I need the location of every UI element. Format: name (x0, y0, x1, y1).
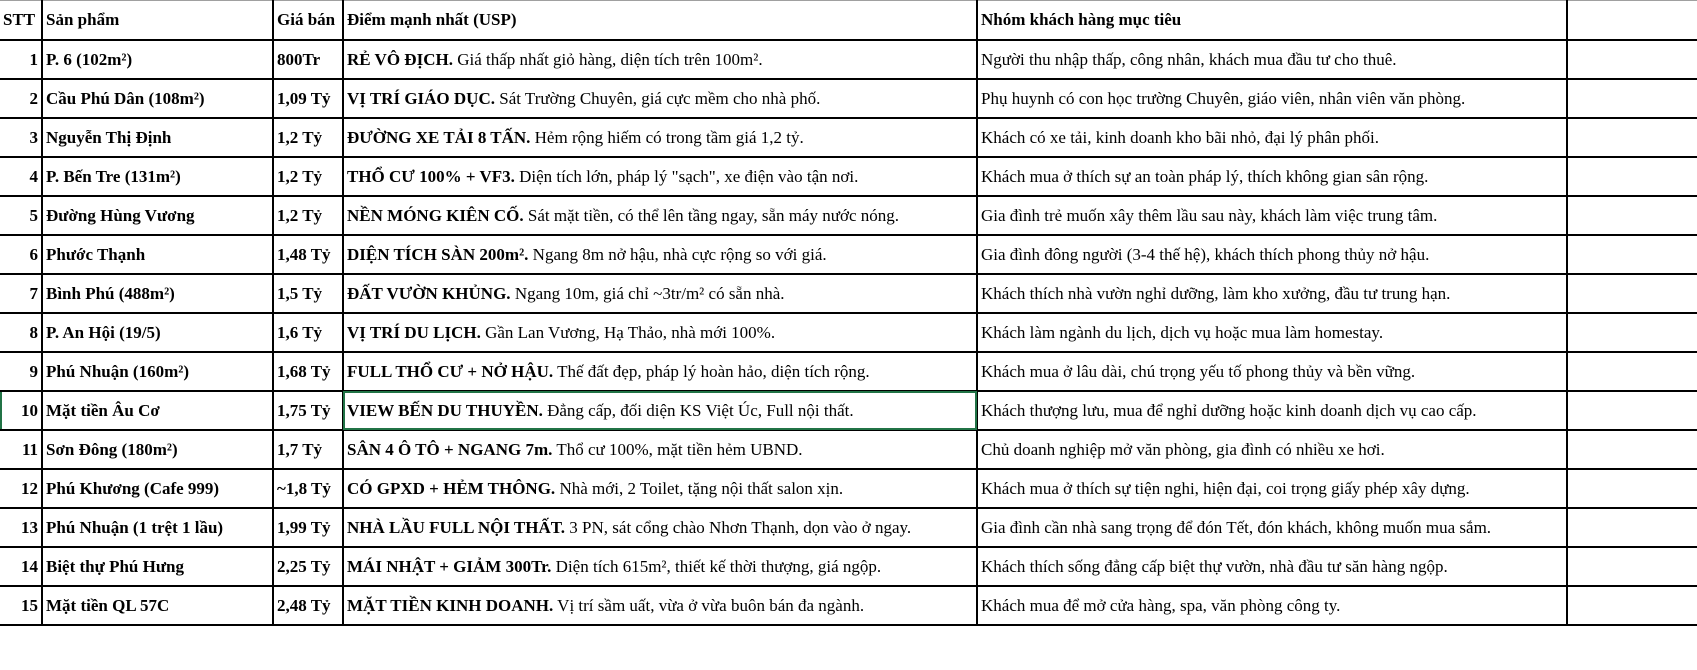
usp-headline: VỊ TRÍ GIÁO DỤC. (347, 88, 495, 108)
product-cell[interactable]: Mặt tiền QL 57C (42, 586, 273, 625)
usp-detail: Giá thấp nhất giỏ hàng, diện tích trên 100m². (452, 49, 763, 69)
empty-cell[interactable] (1567, 586, 1697, 625)
stt-cell[interactable]: 15 (0, 586, 42, 625)
target-cell[interactable]: Khách thượng lưu, mua để nghỉ dưỡng hoặc kinh doanh dịch vụ cao cấp. (977, 391, 1567, 430)
empty-cell[interactable] (1567, 40, 1697, 79)
empty-cell[interactable] (1567, 313, 1697, 352)
product-cell[interactable]: Nguyễn Thị Định (42, 118, 273, 157)
stt-cell[interactable]: 2 (0, 79, 42, 118)
target-cell[interactable]: Phụ huynh có con học trường Chuyên, giáo viên, nhân viên văn phòng. (977, 79, 1567, 118)
usp-headline: THỔ CƯ 100% + VF3. (347, 166, 515, 186)
table-row (0, 469, 1697, 508)
price-cell[interactable]: 1,99 Tỷ (273, 508, 343, 547)
product-cell[interactable]: P. An Hội (19/5) (42, 313, 273, 352)
product-cell[interactable]: Bình Phú (488m²) (42, 274, 273, 313)
price-cell[interactable]: 1,48 Tỷ (273, 235, 343, 274)
table-row (0, 196, 1697, 235)
stt-cell[interactable]: 8 (0, 313, 42, 352)
usp-cell[interactable] (343, 586, 977, 625)
stt-cell[interactable]: 10 (0, 391, 42, 430)
usp-detail: Gần Lan Vương, Hạ Thảo, nhà mới 100%. (480, 322, 776, 342)
usp-detail: 3 PN, sát cổng chào Nhơn Thạnh, dọn vào ở ngay. (565, 517, 912, 537)
stt-cell[interactable]: 9 (0, 352, 42, 391)
price-cell[interactable]: 1,2 Tỷ (273, 196, 343, 235)
stt-cell[interactable]: 5 (0, 196, 42, 235)
target-cell[interactable]: Người thu nhập thấp, công nhân, khách mua đầu tư cho thuê. (977, 40, 1567, 79)
usp-headline: VIEW BẾN DU THUYỀN. (347, 400, 543, 420)
usp-detail: Diện tích 615m², thiết kế thời thượng, giá ngộp. (551, 556, 882, 576)
usp-headline: ĐƯỜNG XE TẢI 8 TẤN. (347, 127, 531, 147)
stt-cell[interactable]: 14 (0, 547, 42, 586)
usp-cell[interactable] (343, 157, 977, 196)
empty-cell[interactable] (1567, 469, 1697, 508)
empty-cell[interactable] (1567, 430, 1697, 469)
table-row (0, 274, 1697, 313)
usp-cell[interactable] (343, 235, 977, 274)
table-row (0, 79, 1697, 118)
usp-detail: Hẻm rộng hiếm có trong tầm giá 1,2 tỷ. (530, 127, 804, 147)
usp-cell[interactable] (343, 547, 977, 586)
target-cell[interactable]: Gia đình trẻ muốn xây thêm lầu sau này, khách làm việc trung tâm. (977, 196, 1567, 235)
usp-headline: RẺ VÔ ĐỊCH. (347, 49, 453, 69)
usp-cell[interactable] (343, 79, 977, 118)
table-row (0, 547, 1697, 586)
table-row (0, 313, 1697, 352)
usp-detail: Thổ cư 100%, mặt tiền hẻm UBND. (552, 439, 803, 459)
header-target[interactable]: Nhóm khách hàng mục tiêu (977, 1, 1567, 41)
usp-detail: Thế đất đẹp, pháp lý hoàn hảo, diện tích rộng. (553, 361, 870, 381)
usp-headline: MÁI NHẬT + GIẢM 300Tr. (347, 556, 552, 576)
empty-cell[interactable] (1567, 1, 1697, 41)
product-cell[interactable]: Biệt thự Phú Hưng (42, 547, 273, 586)
header-usp[interactable]: Điểm mạnh nhất (USP) (343, 1, 977, 41)
product-cell[interactable]: P. 6 (102m²) (42, 40, 273, 79)
product-cell[interactable]: Sơn Đông (180m²) (42, 430, 273, 469)
usp-detail: Đẳng cấp, đối diện KS Việt Úc, Full nội thất. (542, 400, 854, 420)
target-cell[interactable]: Chủ doanh nghiệp mở văn phòng, gia đình có nhiều xe hơi. (977, 430, 1567, 469)
usp-detail: Sát mặt tiền, có thể lên tầng ngay, sẵn máy nước nóng. (523, 205, 900, 225)
usp-cell[interactable] (343, 313, 977, 352)
usp-headline: NHÀ LẦU FULL NỘI THẤT. (347, 517, 566, 537)
empty-cell[interactable] (1567, 157, 1697, 196)
price-cell[interactable]: 2,48 Tỷ (273, 586, 343, 625)
usp-headline: VỊ TRÍ DU LỊCH. (347, 322, 481, 342)
product-cell[interactable]: Phú Nhuận (1 trệt 1 lầu) (42, 508, 273, 547)
table-row (0, 430, 1697, 469)
price-cell[interactable]: 800Tr (273, 40, 343, 79)
usp-headline: NỀN MÓNG KIÊN CỐ. (347, 205, 524, 225)
target-cell[interactable]: Khách làm ngành du lịch, dịch vụ hoặc mua làm homestay. (977, 313, 1567, 352)
table-row (0, 40, 1697, 79)
price-cell[interactable]: 1,2 Tỷ (273, 157, 343, 196)
empty-cell[interactable] (1567, 352, 1697, 391)
empty-cell[interactable] (1567, 235, 1697, 274)
target-cell[interactable]: Gia đình đông người (3-4 thế hệ), khách thích phong thủy nở hậu. (977, 235, 1567, 274)
target-cell[interactable]: Khách mua ở thích sự an toàn pháp lý, thích không gian sân rộng. (977, 157, 1567, 196)
price-cell[interactable]: ~1,8 Tỷ (273, 469, 343, 508)
price-cell[interactable]: 1,5 Tỷ (273, 274, 343, 313)
product-cell[interactable]: Mặt tiền Âu Cơ (42, 391, 273, 430)
price-cell[interactable]: 1,2 Tỷ (273, 118, 343, 157)
usp-cell[interactable] (343, 40, 977, 79)
target-cell[interactable]: Khách mua ở thích sự tiện nghi, hiện đại, coi trọng giấy phép xây dựng. (977, 469, 1567, 508)
table-row (0, 157, 1697, 196)
usp-detail: Nhà mới, 2 Toilet, tặng nội thất salon xịn. (555, 478, 844, 498)
usp-headline: FULL THỔ CƯ + NỞ HẬU. (347, 361, 554, 381)
table-row (0, 508, 1697, 547)
usp-headline: DIỆN TÍCH SÀN 200m². (347, 244, 529, 264)
target-cell[interactable]: Gia đình cần nhà sang trọng để đón Tết, đón khách, không muốn mua sắm. (977, 508, 1567, 547)
stt-cell[interactable]: 12 (0, 469, 42, 508)
usp-detail: Ngang 8m nở hậu, nhà cực rộng so với giá. (528, 244, 827, 264)
table-row (0, 352, 1697, 391)
usp-cell[interactable] (343, 469, 977, 508)
target-cell[interactable]: Khách mua ở lâu dài, chú trọng yếu tố phong thủy và bền vững. (977, 352, 1567, 391)
usp-headline: MẶT TIỀN KINH DOANH. (347, 595, 554, 615)
stt-cell[interactable]: 11 (0, 430, 42, 469)
stt-cell[interactable]: 1 (0, 40, 42, 79)
target-cell[interactable]: Khách có xe tải, kinh doanh kho bãi nhỏ, đại lý phân phối. (977, 118, 1567, 157)
price-cell[interactable]: 1,68 Tỷ (273, 352, 343, 391)
product-cell[interactable]: P. Bến Tre (131m²) (42, 157, 273, 196)
product-cell[interactable]: Phú Nhuận (160m²) (42, 352, 273, 391)
table-row (0, 235, 1697, 274)
usp-cell[interactable] (343, 118, 977, 157)
stt-cell[interactable]: 6 (0, 235, 42, 274)
stt-cell[interactable]: 13 (0, 508, 42, 547)
product-cell[interactable]: Phước Thạnh (42, 235, 273, 274)
usp-headline: SÂN 4 Ô TÔ + NGANG 7m. (347, 439, 553, 459)
usp-cell[interactable] (343, 196, 977, 235)
price-cell[interactable]: 1,7 Tỷ (273, 430, 343, 469)
product-cell[interactable]: Phú Khương (Cafe 999) (42, 469, 273, 508)
empty-cell[interactable] (1567, 274, 1697, 313)
price-cell[interactable]: 2,25 Tỷ (273, 547, 343, 586)
usp-headline: ĐẤT VƯỜN KHỦNG. (347, 283, 511, 303)
usp-cell[interactable] (343, 508, 977, 547)
target-cell[interactable]: Khách mua để mở cửa hàng, spa, văn phòng công ty. (977, 586, 1567, 625)
target-cell[interactable]: Khách thích sống đẳng cấp biệt thự vườn, nhà đầu tư săn hàng ngộp. (977, 547, 1567, 586)
header-price[interactable]: Giá bán (273, 1, 343, 41)
stt-cell[interactable]: 7 (0, 274, 42, 313)
usp-detail: Vị trí sầm uất, vừa ở vừa buôn bán đa ngành. (553, 595, 865, 615)
empty-cell[interactable] (1567, 508, 1697, 547)
header-product[interactable]: Sản phẩm (42, 1, 273, 41)
usp-detail: Ngang 10m, giá chỉ ~3tr/m² có sẵn nhà. (510, 283, 785, 303)
usp-cell[interactable] (343, 430, 977, 469)
empty-cell[interactable] (1567, 79, 1697, 118)
price-cell[interactable]: 1,09 Tỷ (273, 79, 343, 118)
empty-cell[interactable] (1567, 196, 1697, 235)
price-cell[interactable]: 1,6 Tỷ (273, 313, 343, 352)
product-cell[interactable]: Cầu Phú Dân (108m²) (42, 79, 273, 118)
empty-cell[interactable] (1567, 118, 1697, 157)
usp-cell[interactable] (343, 391, 977, 430)
table-row (0, 586, 1697, 625)
usp-cell[interactable] (343, 352, 977, 391)
target-cell[interactable]: Khách thích nhà vườn nghỉ dưỡng, làm kho xưởng, đầu tư trung hạn. (977, 274, 1567, 313)
header-row (0, 1, 1697, 41)
table-row (0, 118, 1697, 157)
stt-cell[interactable]: 4 (0, 157, 42, 196)
usp-detail: Diện tích lớn, pháp lý "sạch", xe điện vào tận nơi. (514, 166, 859, 186)
table-row (0, 391, 1697, 430)
usp-detail: Sát Trường Chuyên, giá cực mềm cho nhà phố. (495, 88, 821, 108)
product-cell[interactable]: Đường Hùng Vương (42, 196, 273, 235)
header-stt[interactable]: STT (0, 1, 42, 41)
empty-cell[interactable] (1567, 547, 1697, 586)
empty-cell[interactable] (1567, 391, 1697, 430)
usp-headline: CÓ GPXD + HẺM THÔNG. (347, 478, 556, 498)
price-cell[interactable]: 1,75 Tỷ (273, 391, 343, 430)
stt-cell[interactable]: 3 (0, 118, 42, 157)
usp-cell[interactable] (343, 274, 977, 313)
